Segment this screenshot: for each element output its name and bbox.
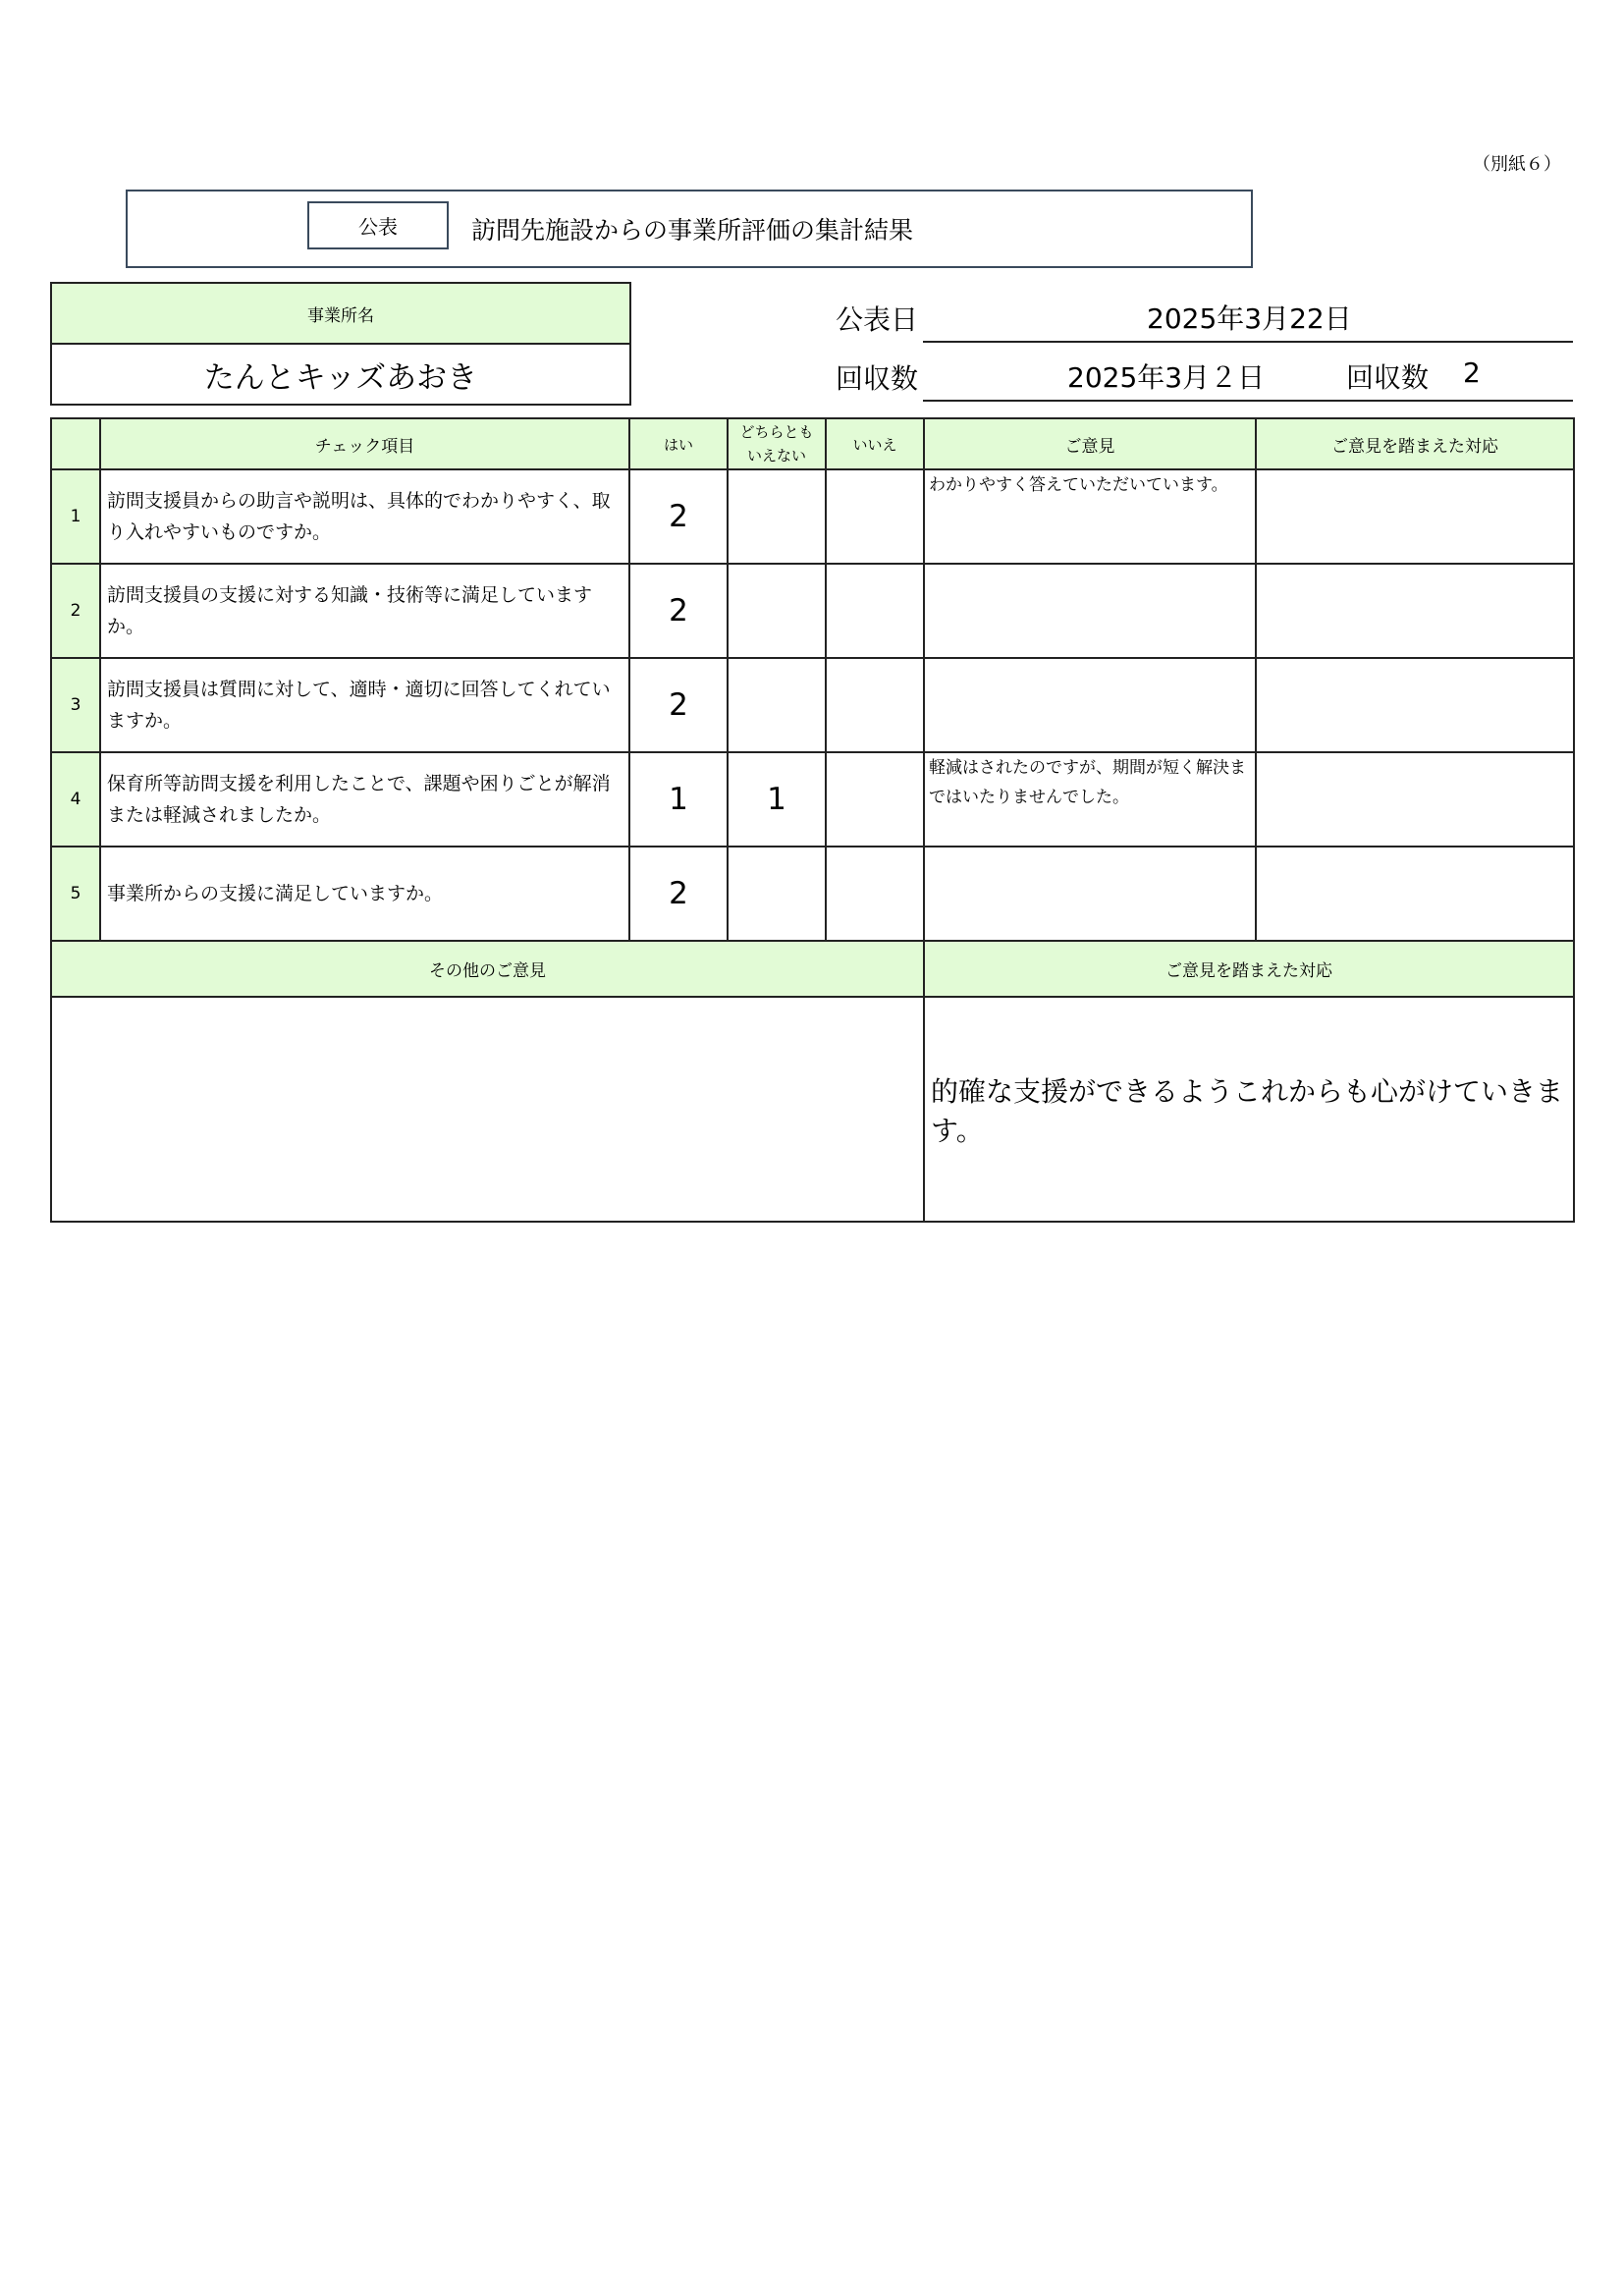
question: 事業所からの支援に満足していますか。 bbox=[100, 847, 629, 941]
other-opinions-header: その他のご意見 bbox=[51, 941, 924, 997]
other-row bbox=[51, 997, 1574, 1222]
opinion bbox=[924, 564, 1256, 658]
row-number: 2 bbox=[51, 564, 100, 658]
response bbox=[1256, 564, 1574, 658]
table-header-row bbox=[51, 418, 1574, 469]
table-row bbox=[51, 752, 1574, 847]
question: 訪問支援員の支援に対する知識・技術等に満足していますか。 bbox=[100, 564, 629, 658]
publish-date-underline bbox=[923, 341, 1573, 343]
page-title: 訪問先施設からの事業所評価の集計結果 bbox=[471, 216, 914, 245]
response bbox=[1256, 658, 1574, 752]
table-row bbox=[51, 847, 1574, 941]
response bbox=[1256, 469, 1574, 564]
header-check-item: チェック項目 bbox=[100, 418, 629, 469]
collection-underline bbox=[923, 400, 1573, 402]
office-name-header: 事業所名 bbox=[51, 283, 630, 344]
evaluation-table bbox=[50, 417, 1575, 1223]
office-name: たんとキッズあおき bbox=[51, 344, 630, 405]
header-yes: はい bbox=[629, 418, 728, 469]
office-name-table bbox=[50, 282, 631, 406]
header-no-answer: いいえ bbox=[826, 418, 924, 469]
attachment-reference: （別紙６） bbox=[1473, 154, 1561, 175]
question: 保育所等訪問支援を利用したことで、課題や困りごとが解消または軽減されましたか。 bbox=[100, 752, 629, 847]
row-number: 5 bbox=[51, 847, 100, 941]
response bbox=[1256, 752, 1574, 847]
question: 訪問支援員からの助言や説明は、具体的でわかりやすく、取り入れやすいものですか。 bbox=[100, 469, 629, 564]
no-count bbox=[826, 658, 924, 752]
collection-date: 2025年3月２日 bbox=[1067, 361, 1266, 394]
yes-count: 2 bbox=[629, 847, 728, 941]
neither-count: 1 bbox=[728, 752, 826, 847]
opinion: わかりやすく答えていただいています。 bbox=[924, 469, 1256, 564]
header-response: ご意見を踏まえた対応 bbox=[1256, 418, 1574, 469]
neither-count bbox=[728, 658, 826, 752]
neither-count bbox=[728, 564, 826, 658]
collection-count-label: 回収数 bbox=[1346, 361, 1430, 394]
no-count bbox=[826, 564, 924, 658]
neither-count bbox=[728, 469, 826, 564]
collection-count: 2 bbox=[1463, 356, 1481, 389]
no-count bbox=[826, 752, 924, 847]
response bbox=[1256, 847, 1574, 941]
yes-count: 2 bbox=[629, 564, 728, 658]
neither-count bbox=[728, 847, 826, 941]
table-row bbox=[51, 658, 1574, 752]
table-row bbox=[51, 469, 1574, 564]
yes-count: 2 bbox=[629, 658, 728, 752]
opinion bbox=[924, 847, 1256, 941]
other-response-header: ご意見を踏まえた対応 bbox=[924, 941, 1574, 997]
opinion: 軽減はされたのですが、期間が短く解決まではいたりませんでした。 bbox=[924, 752, 1256, 847]
publish-date-label: 公表日 bbox=[836, 303, 919, 336]
opinion bbox=[924, 658, 1256, 752]
publication-badge: 公表 bbox=[307, 201, 449, 249]
other-header-row bbox=[51, 941, 1574, 997]
row-number: 1 bbox=[51, 469, 100, 564]
yes-count: 1 bbox=[629, 752, 728, 847]
other-opinions bbox=[51, 997, 924, 1222]
no-count bbox=[826, 469, 924, 564]
other-response: 的確な支援ができるようこれからも心がけていきます。 bbox=[924, 997, 1574, 1222]
yes-count: 2 bbox=[629, 469, 728, 564]
question: 訪問支援員は質問に対して、適時・適切に回答してくれていますか。 bbox=[100, 658, 629, 752]
header-opinion: ご意見 bbox=[924, 418, 1256, 469]
header-no bbox=[51, 418, 100, 469]
header-neither: どちらとも いえない bbox=[728, 418, 826, 469]
no-count bbox=[826, 847, 924, 941]
table-row bbox=[51, 564, 1574, 658]
publish-date-value: 2025年3月22日 bbox=[1147, 302, 1352, 335]
row-number: 4 bbox=[51, 752, 100, 847]
collection-label: 回収数 bbox=[836, 362, 919, 395]
row-number: 3 bbox=[51, 658, 100, 752]
